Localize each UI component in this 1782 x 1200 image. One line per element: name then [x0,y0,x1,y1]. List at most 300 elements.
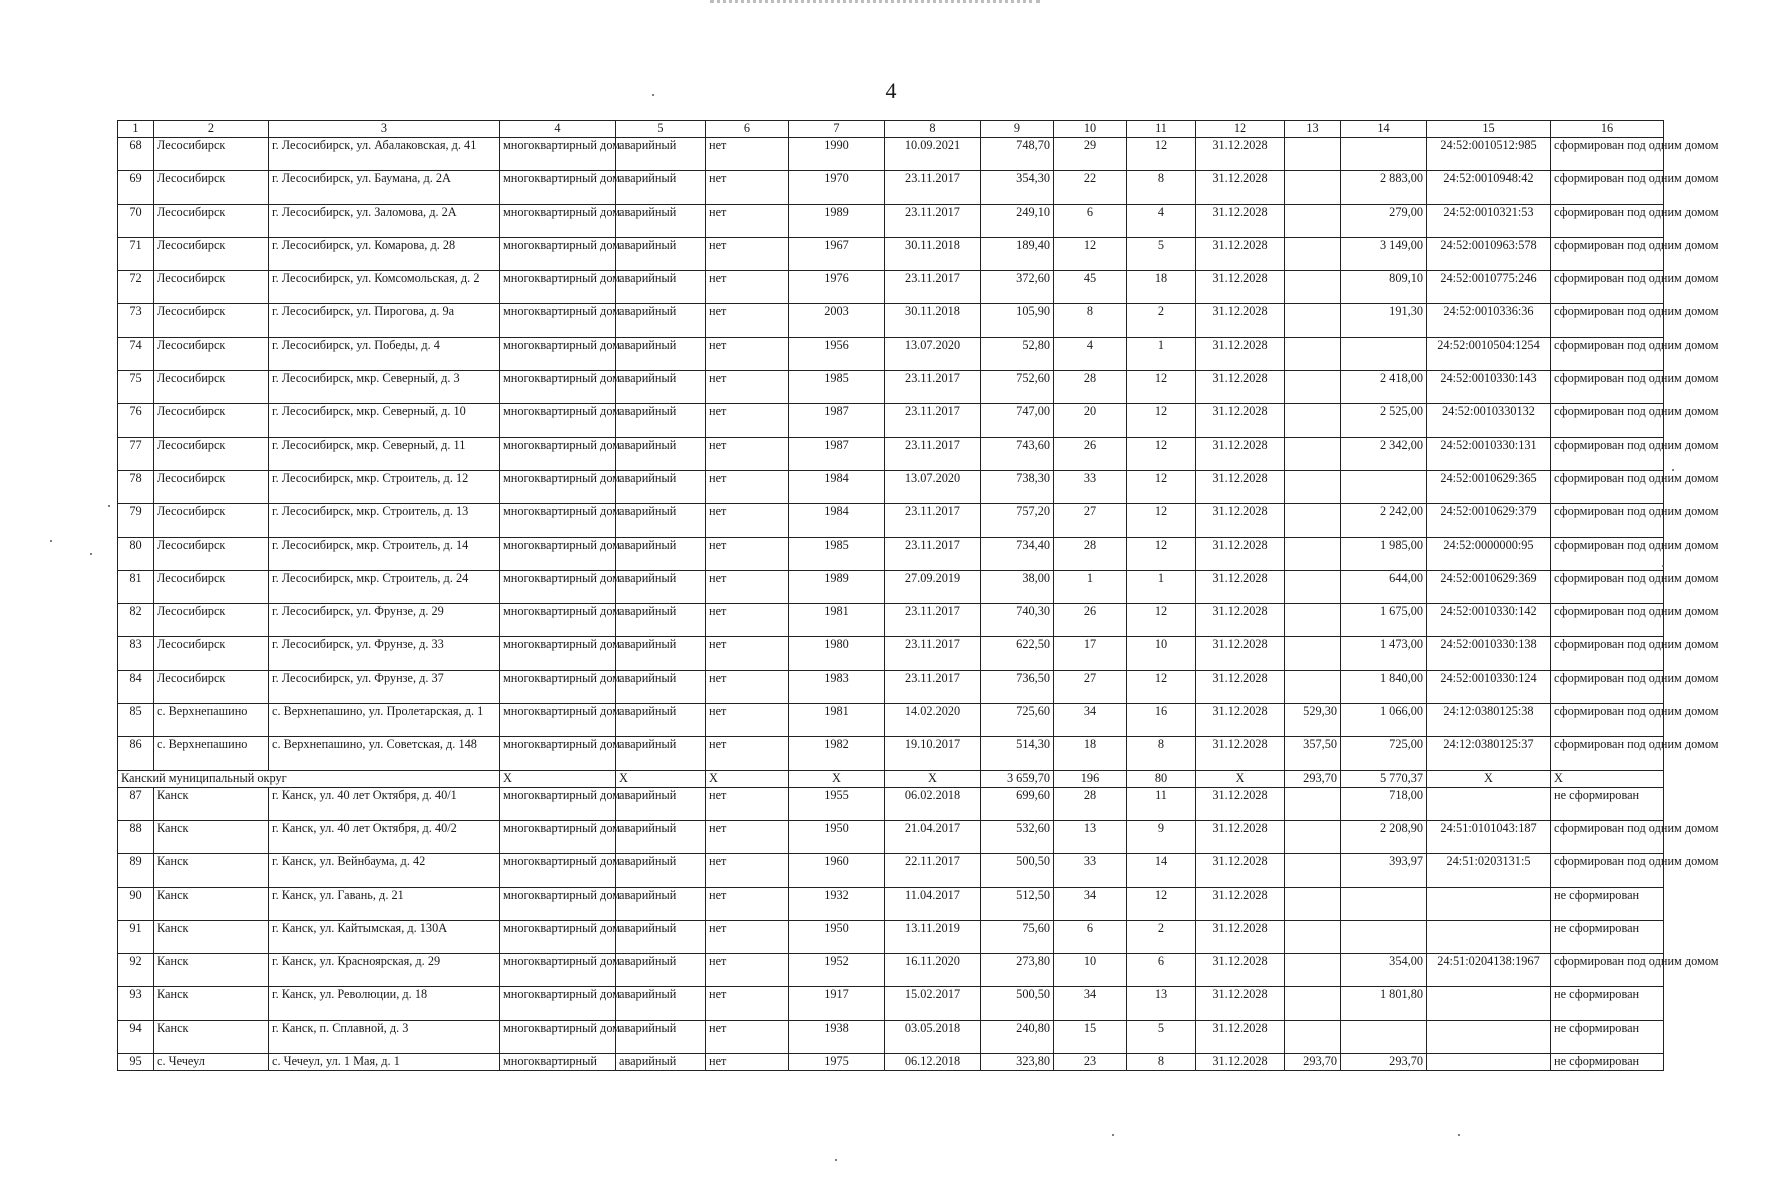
column-11-value: 5 [1127,1020,1196,1053]
build-year: 1967 [789,237,885,270]
subtotal-c8: X [885,770,981,787]
row-number: 79 [118,504,154,537]
building-type: многоквартирный дом [500,504,616,537]
build-year: 1952 [789,954,885,987]
land-plot-status: сформирован под одним домом [1551,437,1664,470]
subtotal-c16: X [1551,770,1664,787]
column-6-value: нет [706,820,789,853]
column-13-value [1285,504,1341,537]
column-10-value: 34 [1054,887,1127,920]
recognition-date: 10.09.2021 [885,138,981,171]
column-6-value: нет [706,138,789,171]
cadastral-number [1427,920,1551,953]
column-14-value: 725,00 [1341,737,1427,770]
locality: Лесосибирск [154,437,269,470]
recognition-date: 23.11.2017 [885,537,981,570]
locality: Лесосибирск [154,271,269,304]
column-13-value [1285,1020,1341,1053]
table-row [118,404,1664,437]
land-plot-status: сформирован под одним домом [1551,337,1664,370]
table-body [118,121,1719,1071]
column-14-value [1341,1020,1427,1053]
build-year: 1960 [789,854,885,887]
locality: Лесосибирск [154,337,269,370]
resettlement-deadline: 31.12.2028 [1196,371,1285,404]
column-10-value: 33 [1054,854,1127,887]
column-header: 10 [1054,121,1127,138]
area: 354,30 [981,171,1054,204]
subtotal-c14: 5 770,37 [1341,770,1427,787]
column-6-value: нет [706,337,789,370]
recognition-date: 23.11.2017 [885,670,981,703]
column-6-value: нет [706,737,789,770]
subtotal-c4: X [500,770,616,787]
build-year: 1989 [789,570,885,603]
cadastral-number: 24:52:0010963:578 [1427,237,1551,270]
district-subtotal-row [118,770,1664,787]
area: 500,50 [981,854,1054,887]
land-plot-status: сформирован под одним домом [1551,171,1664,204]
table-row [118,204,1664,237]
recognition-date: 23.11.2017 [885,204,981,237]
row-number: 87 [118,787,154,820]
locality: Канск [154,920,269,953]
area: 105,90 [981,304,1054,337]
column-14-value: 191,30 [1341,304,1427,337]
address: г. Канск, ул. Вейнбаума, д. 42 [269,854,500,887]
table-row [118,138,1664,171]
column-11-value: 5 [1127,237,1196,270]
build-year: 1980 [789,637,885,670]
recognition-date: 13.07.2020 [885,337,981,370]
address: с. Чечеул, ул. 1 Мая, д. 1 [269,1054,500,1071]
cadastral-number [1427,1054,1551,1071]
column-10-value: 28 [1054,787,1127,820]
recognition-date: 23.11.2017 [885,271,981,304]
address: г. Лесосибирск, мкр. Строитель, д. 13 [269,504,500,537]
column-11-value: 9 [1127,820,1196,853]
table-row [118,820,1664,853]
build-year: 1982 [789,737,885,770]
scan-speck [1672,469,1674,471]
column-6-value: нет [706,404,789,437]
row-number: 80 [118,537,154,570]
subtotal-c7: X [789,770,885,787]
top-scan-artifact [710,0,1040,7]
scan-speck [835,1159,837,1161]
row-number: 71 [118,237,154,270]
row-number: 73 [118,304,154,337]
column-14-value: 1 840,00 [1341,670,1427,703]
column-10-value: 10 [1054,954,1127,987]
cadastral-number [1427,987,1551,1020]
area: 622,50 [981,637,1054,670]
column-11-value: 12 [1127,371,1196,404]
column-14-value [1341,887,1427,920]
condition: аварийный [616,138,706,171]
column-14-value: 279,00 [1341,204,1427,237]
column-11-value: 12 [1127,604,1196,637]
row-number: 75 [118,371,154,404]
condition: аварийный [616,570,706,603]
column-6-value: нет [706,704,789,737]
table-row [118,1020,1664,1053]
cadastral-number: 24:52:0010330:142 [1427,604,1551,637]
column-14-value [1341,337,1427,370]
column-13-value [1285,271,1341,304]
row-number: 70 [118,204,154,237]
cadastral-number: 24:52:0010629:379 [1427,504,1551,537]
column-6-value: нет [706,604,789,637]
address: с. Верхнепашино, ул. Пролетарская, д. 1 [269,704,500,737]
resettlement-deadline: 31.12.2028 [1196,171,1285,204]
build-year: 1938 [789,1020,885,1053]
cadastral-number: 24:51:0203131:5 [1427,854,1551,887]
condition: аварийный [616,637,706,670]
cadastral-number: 24:52:0000000:95 [1427,537,1551,570]
recognition-date: 21.04.2017 [885,820,981,853]
locality: Лесосибирск [154,470,269,503]
condition: аварийный [616,537,706,570]
column-14-value: 2 242,00 [1341,504,1427,537]
scan-speck [50,540,52,542]
recognition-date: 23.11.2017 [885,171,981,204]
column-6-value: нет [706,537,789,570]
land-plot-status: сформирован под одним домом [1551,854,1664,887]
condition: аварийный [616,887,706,920]
locality: Лесосибирск [154,371,269,404]
cadastral-number: 24:52:0010336:36 [1427,304,1551,337]
land-plot-status: сформирован под одним домом [1551,404,1664,437]
recognition-date: 30.11.2018 [885,237,981,270]
address: г. Канск, ул. 40 лет Октября, д. 40/2 [269,820,500,853]
column-14-value: 354,00 [1341,954,1427,987]
build-year: 1950 [789,820,885,853]
column-14-value: 2 883,00 [1341,171,1427,204]
building-type: многоквартирный дом [500,787,616,820]
address: г. Канск, ул. Красноярская, д. 29 [269,954,500,987]
locality: Канск [154,887,269,920]
column-11-value: 12 [1127,138,1196,171]
resettlement-deadline: 31.12.2028 [1196,138,1285,171]
area: 752,60 [981,371,1054,404]
build-year: 1917 [789,987,885,1020]
build-year: 1975 [789,1054,885,1071]
building-type: многоквартирный дом [500,271,616,304]
table-row [118,570,1664,603]
column-10-value: 20 [1054,404,1127,437]
row-number: 77 [118,437,154,470]
resettlement-deadline: 31.12.2028 [1196,1054,1285,1071]
column-6-value: нет [706,470,789,503]
column-14-value: 1 066,00 [1341,704,1427,737]
column-14-value: 718,00 [1341,787,1427,820]
condition: аварийный [616,337,706,370]
table-row [118,271,1664,304]
area: 500,50 [981,987,1054,1020]
build-year: 1985 [789,537,885,570]
build-year: 1956 [789,337,885,370]
column-11-value: 12 [1127,437,1196,470]
subtotal-c5: X [616,770,706,787]
land-plot-status: сформирован под одним домом [1551,737,1664,770]
building-type: многоквартирный дом [500,304,616,337]
row-number: 90 [118,887,154,920]
area: 75,60 [981,920,1054,953]
column-11-value: 12 [1127,404,1196,437]
land-plot-status: сформирован под одним домом [1551,470,1664,503]
column-11-value: 8 [1127,171,1196,204]
table-row [118,737,1664,770]
subtotal-c11: 80 [1127,770,1196,787]
column-header: 12 [1196,121,1285,138]
recognition-date: 23.11.2017 [885,604,981,637]
area: 532,60 [981,820,1054,853]
cadastral-number: 24:52:0010629:365 [1427,470,1551,503]
address: г. Канск, ул. 40 лет Октября, д. 40/1 [269,787,500,820]
land-plot-status: сформирован под одним домом [1551,637,1664,670]
address: г. Лесосибирск, ул. Абалаковская, д. 41 [269,138,500,171]
address: с. Верхнепашино, ул. Советская, д. 148 [269,737,500,770]
row-number: 81 [118,570,154,603]
column-header: 16 [1551,121,1664,138]
column-11-value: 2 [1127,304,1196,337]
address: г. Лесосибирск, ул. Пирогова, д. 9а [269,304,500,337]
column-11-value: 6 [1127,954,1196,987]
column-11-value: 12 [1127,887,1196,920]
row-number: 85 [118,704,154,737]
subtotal-c6: X [706,770,789,787]
address: г. Лесосибирск, ул. Комарова, д. 28 [269,237,500,270]
build-year: 1955 [789,787,885,820]
row-number: 94 [118,1020,154,1053]
area: 52,80 [981,337,1054,370]
resettlement-deadline: 31.12.2028 [1196,604,1285,637]
cadastral-number: 24:52:0010629:369 [1427,570,1551,603]
land-plot-status: сформирован под одним домом [1551,704,1664,737]
row-number: 95 [118,1054,154,1071]
resettlement-deadline: 31.12.2028 [1196,820,1285,853]
condition: аварийный [616,987,706,1020]
cadastral-number: 24:52:0010512:985 [1427,138,1551,171]
locality: с. Верхнепашино [154,704,269,737]
column-14-value: 1 801,80 [1341,987,1427,1020]
column-13-value [1285,171,1341,204]
column-10-value: 28 [1054,371,1127,404]
column-header: 4 [500,121,616,138]
condition: аварийный [616,787,706,820]
condition: аварийный [616,820,706,853]
resettlement-deadline: 31.12.2028 [1196,271,1285,304]
land-plot-status: сформирован под одним домом [1551,138,1664,171]
row-number: 78 [118,470,154,503]
column-header: 15 [1427,121,1551,138]
recognition-date: 06.02.2018 [885,787,981,820]
row-number: 69 [118,171,154,204]
page-number: 4 [885,78,897,103]
housing-registry-table [117,120,1719,1071]
condition: аварийный [616,737,706,770]
column-header: 1 [118,121,154,138]
column-10-value: 18 [1054,737,1127,770]
column-10-value: 8 [1054,304,1127,337]
condition: аварийный [616,954,706,987]
cadastral-number: 24:51:0101043:187 [1427,820,1551,853]
table-row [118,604,1664,637]
column-header: 8 [885,121,981,138]
condition: аварийный [616,1054,706,1071]
address: г. Лесосибирск, мкр. Строитель, д. 24 [269,570,500,603]
land-plot-status: сформирован под одним домом [1551,271,1664,304]
table-row [118,954,1664,987]
condition: аварийный [616,204,706,237]
column-14-value: 2 418,00 [1341,371,1427,404]
row-number: 84 [118,670,154,703]
area: 734,40 [981,537,1054,570]
locality: Канск [154,787,269,820]
column-10-value: 33 [1054,470,1127,503]
column-6-value: нет [706,787,789,820]
address: г. Лесосибирск, ул. Фрунзе, д. 37 [269,670,500,703]
land-plot-status: сформирован под одним домом [1551,820,1664,853]
cadastral-number [1427,1020,1551,1053]
column-14-value: 1 473,00 [1341,637,1427,670]
cadastral-number: 24:52:0010330132 [1427,404,1551,437]
building-type: многоквартирный дом [500,820,616,853]
build-year: 1984 [789,470,885,503]
column-13-value [1285,437,1341,470]
column-14-value [1341,138,1427,171]
column-11-value: 8 [1127,737,1196,770]
building-type: многоквартирный дом [500,237,616,270]
address: г. Канск, ул. Революции, д. 18 [269,987,500,1020]
column-10-value: 27 [1054,670,1127,703]
column-10-value: 22 [1054,171,1127,204]
resettlement-deadline: 31.12.2028 [1196,954,1285,987]
building-type: многоквартирный дом [500,954,616,987]
resettlement-deadline: 31.12.2028 [1196,404,1285,437]
row-number: 89 [118,854,154,887]
recognition-date: 19.10.2017 [885,737,981,770]
build-year: 1989 [789,204,885,237]
building-type: многоквартирный дом [500,204,616,237]
scan-speck [652,94,654,96]
locality: Лесосибирск [154,204,269,237]
column-11-value: 1 [1127,570,1196,603]
table-row [118,854,1664,887]
locality: Канск [154,820,269,853]
resettlement-deadline: 31.12.2028 [1196,737,1285,770]
address: г. Канск, п. Сплавной, д. 3 [269,1020,500,1053]
recognition-date: 14.02.2020 [885,704,981,737]
condition: аварийный [616,604,706,637]
column-6-value: нет [706,1020,789,1053]
land-plot-status: не сформирован [1551,1054,1664,1071]
column-6-value: нет [706,954,789,987]
build-year: 1987 [789,404,885,437]
locality: Лесосибирск [154,637,269,670]
row-number: 74 [118,337,154,370]
row-number: 92 [118,954,154,987]
table-row [118,920,1664,953]
row-number: 72 [118,271,154,304]
cadastral-number: 24:12:0380125:37 [1427,737,1551,770]
column-6-value: нет [706,920,789,953]
locality: Лесосибирск [154,171,269,204]
cadastral-number: 24:52:0010330:143 [1427,371,1551,404]
build-year: 1981 [789,704,885,737]
locality: Лесосибирск [154,138,269,171]
cadastral-number [1427,887,1551,920]
column-11-value: 13 [1127,987,1196,1020]
land-plot-status: не сформирован [1551,1020,1664,1053]
address: г. Лесосибирск, ул. Фрунзе, д. 29 [269,604,500,637]
area: 743,60 [981,437,1054,470]
column-14-value: 644,00 [1341,570,1427,603]
table-row [118,337,1664,370]
column-10-value: 17 [1054,637,1127,670]
column-11-value: 4 [1127,204,1196,237]
column-14-value: 2 208,90 [1341,820,1427,853]
condition: аварийный [616,704,706,737]
row-number: 82 [118,604,154,637]
recognition-date: 06.12.2018 [885,1054,981,1071]
column-11-value: 16 [1127,704,1196,737]
column-13-value [1285,954,1341,987]
column-11-value: 10 [1127,637,1196,670]
locality: Канск [154,954,269,987]
address: г. Лесосибирск, мкр. Северный, д. 10 [269,404,500,437]
area: 738,30 [981,470,1054,503]
area: 725,60 [981,704,1054,737]
address: г. Лесосибирск, ул. Фрунзе, д. 33 [269,637,500,670]
build-year: 1970 [789,171,885,204]
column-11-value: 18 [1127,271,1196,304]
address: г. Лесосибирск, мкр. Северный, д. 3 [269,371,500,404]
land-plot-status: не сформирован [1551,920,1664,953]
column-13-value [1285,138,1341,171]
cadastral-number: 24:52:0010775:246 [1427,271,1551,304]
land-plot-status: сформирован под одним домом [1551,954,1664,987]
area: 240,80 [981,1020,1054,1053]
building-type: многоквартирный дом [500,404,616,437]
column-10-value: 15 [1054,1020,1127,1053]
land-plot-status: сформирован под одним домом [1551,670,1664,703]
column-6-value: нет [706,1054,789,1071]
row-number: 86 [118,737,154,770]
column-13-value [1285,604,1341,637]
building-type: многоквартирный дом [500,987,616,1020]
column-10-value: 29 [1054,138,1127,171]
column-6-value: нет [706,887,789,920]
table-row [118,437,1664,470]
column-6-value: нет [706,171,789,204]
land-plot-status: сформирован под одним домом [1551,204,1664,237]
land-plot-status: сформирован под одним домом [1551,237,1664,270]
area: 514,30 [981,737,1054,770]
column-10-value: 12 [1054,237,1127,270]
column-header: 11 [1127,121,1196,138]
resettlement-deadline: 31.12.2028 [1196,437,1285,470]
condition: аварийный [616,171,706,204]
column-14-value: 3 149,00 [1341,237,1427,270]
table-row [118,504,1664,537]
cadastral-number: 24:52:0010504:1254 [1427,337,1551,370]
resettlement-deadline: 31.12.2028 [1196,337,1285,370]
condition: аварийный [616,470,706,503]
column-6-value: нет [706,237,789,270]
locality: Лесосибирск [154,237,269,270]
